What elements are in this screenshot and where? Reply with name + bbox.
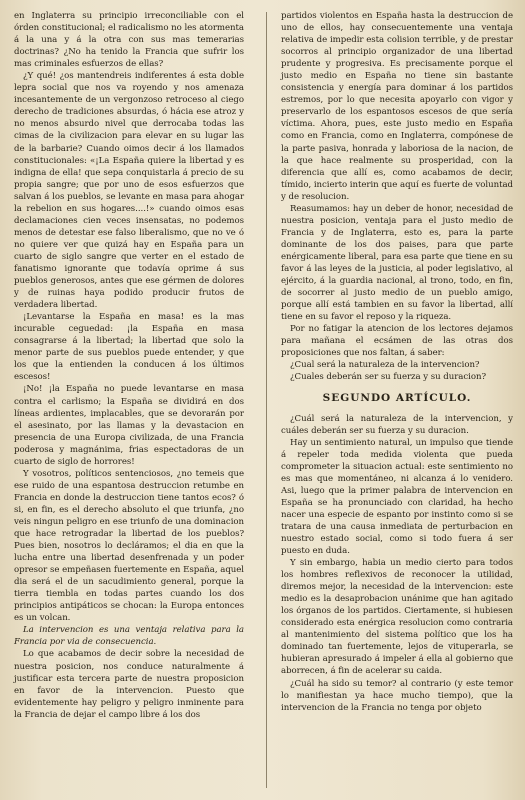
paragraph: en Inglaterra su principio irreconciliable con el órden constitucional; el radicalismo no les atormenta á la una y á la otra con sus mas temerarias doctrinas? ¿No ha tenido la Francia que sufrir los mas criminales esfuerzos de ellas? (14, 11, 244, 70)
section-heading: SEGUNDO ARTÍCULO. (322, 392, 472, 405)
paragraph: Reasumamos: hay un deber de honor, necesidad de nuestra posicion, ventaja para el justo medio de Francia y de Inglaterra, esto es, para la parte dominante de los dos paises, para que parte enérgicamente liberal, para esa parte que tiene en su favor á las leyes de la justicia, al poder legislativo, al ejército, á la guardia nacional, al trono, todo, en fin, de socorrer al justo medio de un pueblo amigo, porque allí está tambien en su favor la libertad, allí tiene en su favor el reposo y la riqueza. (281, 203, 513, 323)
paragraph: Y vosotros, políticos sentenciosos, ¿no temeis que ese ruido de una espantosa destruccion retumbe en Francia en donde la destruccion tiene tantos ecos? ó si, en fin, es el derecho absoluto el que triunfa, ¿no veis ningun peligro en ese triunfo de una dominacion que hace retrogradar la libertad de los pueblos? Pues bien, nosotros lo decláramos; el dia en que la lucha entre una libertad desenfrenada y un poder opresor se empeñasen fuertemente en España, aquel dia será el de un sacudimiento general, porque la tierra tiembla en todas partes cuando los dos principios antipáticos se chocan: la Europa entonces es un volcan. (14, 468, 244, 624)
paragraph: Lo que acabamos de decir sobre la necesidad de nuestra posicion, nos conduce naturalmente á justificar esta tercera parte de nuestra proposicion en favor de la intervencion. Puesto que evidentemente hay peligro y peligro inminente para la Francia de dejar el campo libre á los dos (14, 649, 244, 720)
left-column (14, 10, 244, 721)
question-line: ¿Cuales deberán ser su fuerza y su duracion? (290, 372, 487, 383)
section-subtitle: La intervencion es una ventaja relativa para la Francia por via de consecuencia. (14, 625, 244, 648)
column-divider (266, 12, 267, 788)
paragraph: Por no fatigar la atencion de los lectores dejamos para mañana el ecsámen de las otras dos proposiciones que nos faltan, á saber: (281, 324, 513, 359)
question-line: ¿Cual será la naturaleza de la intervencion? (290, 360, 480, 371)
paragraph: ¿Y qué! ¿os mantendreis indiferentes á esta doble lepra social que nos va royendo y nos amenaza incesantemente de un vergonzoso retroceso al ciego derecho de tradiciones absurdas, ó hácia ese atroz y no menos absurdo nivel que derrocaba todas las cimas de la civilizacion para elevar en su lugar las de la barbarie? Cuando oimos decir á los llamados constitucionales: «¡La España quiere la libertad y es indigna de ella! que sepa conquistarla á precio de su propia sangre; que por uno de esos esfuerzos que salvan á los pueblos, se levante en masa para ahogar la rebelion en sus hogares....!» cuando oimos esas declamaciones cien veces insensatas, no podemos menos de detestar ese falso liberalismo, que no ve ó no quiere ver que quizá hay en España para un cuarto de siglo sangre que verter en el estado de fanatismo ignorante que todavía oprime á sus pueblos generosos, antes que ese gérmen de dolores y de ruinas haya podido producir frutos de verdadera libertad. (14, 71, 244, 311)
paragraph: ¡No! ¡la España no puede levantarse en masa contra el carlismo; la España se dividirá en dos líneas ardientes, implacables, que se devorarán por el asesinato, por las llamas y la devastacion en presencia de una Europa civilizada, de una Francia poderosa y magnánima, frias espectadoras de un cuarto de siglo de horrores! (14, 384, 244, 467)
paragraph: ¿Cuál ha sido su temor? al contrario (y este temor lo manifiestan ya hace mucho tiempo), que la intervencion de la Francia no tenga por objeto (281, 678, 513, 713)
paragraph: partidos violentos en España hasta la destruccion de uno de ellos, hay consecuentemente una ventaja relativa de impedir esta colision terrible, y de prestar socorros al principio organizador de una libertad prudente y progresiva. Es precisamente porque el justo medio en España no tiene sin bastante consistencia y energía para dominar á los partidos estremos, por lo que necesita apoyarlo con vigor y preservarlo de los espantosos escesos de que sería víctima. Ahora, pues, este justo medio en España como en Francia, como en Inglaterra, compónese de la parte pasiva, honrada y laboriosa de la nacion, de la que hace realmente su prosperidad, con la diferencia que allí es, como acabamos de decir, tímido, incierto interin que aquí es fuerte de voluntad y de resolucion. (281, 11, 513, 202)
paragraph: Y sin embargo, habia un medio cierto para todos los hombres reflexivos de reconocer la utilidad, diremos mejor, la necesidad de la intervencion: este medio es la desaprobacion unánime que han agitado los órganos de los partidos. Ciertamente, si hubiesen considerado esta enérgica resolucion como contraria al mantenimiento del sistema político que los ha dominado tan fuertemente, lejos de vituperarla, se hubieran apresurado á impeler á ella al gobierno que aborrecen, á fin de acelerar su caida. (281, 558, 513, 677)
paragraph: ¡Levantarse la España en masa! es la mas incurable ceguedad: ¡la España en masa consagrarse á la libertad; la libertad que solo la menor parte de sus pueblos puede entender, y que los que la entienden la conducen á los últimos escesos! (14, 312, 244, 383)
right-column (281, 10, 513, 714)
paragraph: Hay un sentimiento natural, un impulso que tiende á repeler toda medida violenta que pueda comprometer la situacion actual: este sentimiento no es mas que momentáneo, ni alcanza á lo venidero. Asi, luego que la primer palabra de intervencion en España se ha pronunciado con claridad, ha hecho nacer una especie de espanto por instinto como si se tratara de una causa inmediata de perturbacion en nuestro estado social, como si todo fuera á ser puesto en duda. (281, 437, 513, 557)
paragraph: ¿Cuál será la naturaleza de la intervencion, y cuáles deberán ser su fuerza y su duracion. (281, 413, 513, 436)
